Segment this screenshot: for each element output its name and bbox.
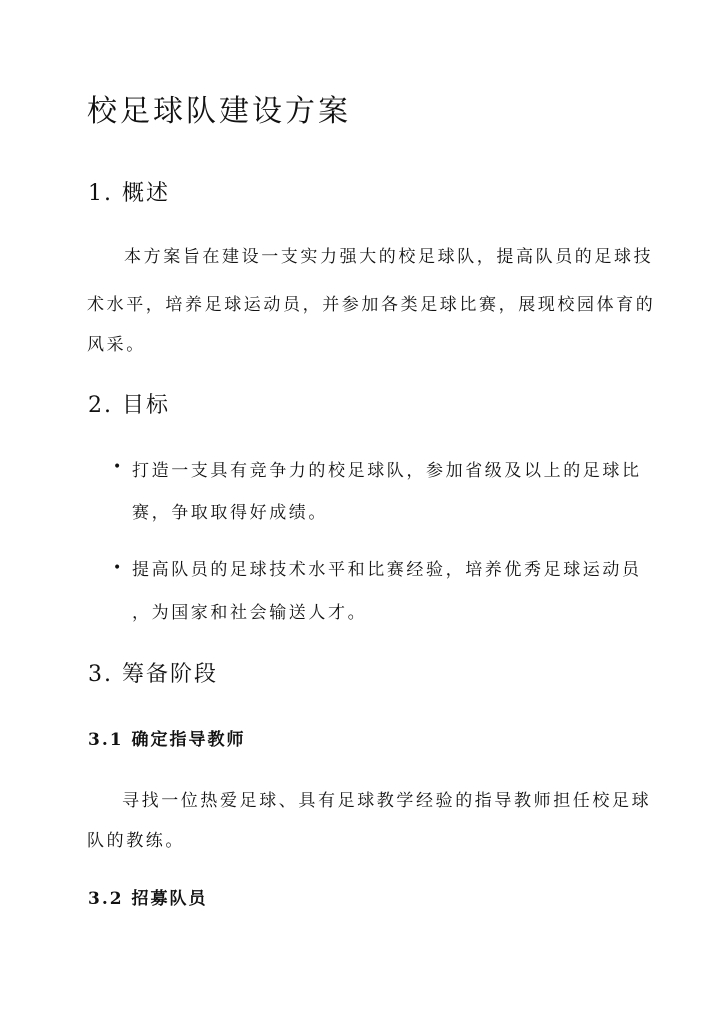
overview-paragraph-line-2: 术水平，培养足球运动员，并参加各类足球比赛，展现校园体育的 (87, 295, 656, 315)
section-heading-overview: 1. 概述 (88, 181, 170, 206)
goal-item-2-line-2: ，为国家和社会输送人才。 (132, 603, 368, 623)
goal-item-2-line-1: 提高队员的足球技术水平和比赛经验，培养优秀足球运动员 (132, 560, 642, 580)
section-heading-goals: 2. 目标 (88, 393, 170, 418)
document-title: 校足球队建设方案 (87, 94, 351, 129)
subsection-heading-coach: 3.1 确定指导教师 (88, 730, 246, 750)
coach-paragraph-line-2: 队的教练。 (87, 831, 185, 851)
section-heading-preparation: 3. 筹备阶段 (88, 662, 218, 687)
overview-paragraph-line-1: 本方案旨在建设一支实力强大的校足球队，提高队员的足球技 (124, 247, 654, 267)
bullet-marker-icon: • (113, 459, 122, 475)
goal-item-1-line-2: 赛，争取取得好成绩。 (132, 503, 328, 523)
coach-paragraph-line-1: 寻找一位热爱足球、具有足球教学经验的指导教师担任校足球 (122, 791, 652, 811)
subsection-heading-recruit: 3.2 招募队员 (88, 889, 208, 909)
goal-item-1-line-1: 打造一支具有竞争力的校足球队，参加省级及以上的足球比 (132, 461, 642, 481)
overview-paragraph-line-3: 风采。 (87, 335, 146, 355)
bullet-marker-icon: • (113, 560, 122, 576)
